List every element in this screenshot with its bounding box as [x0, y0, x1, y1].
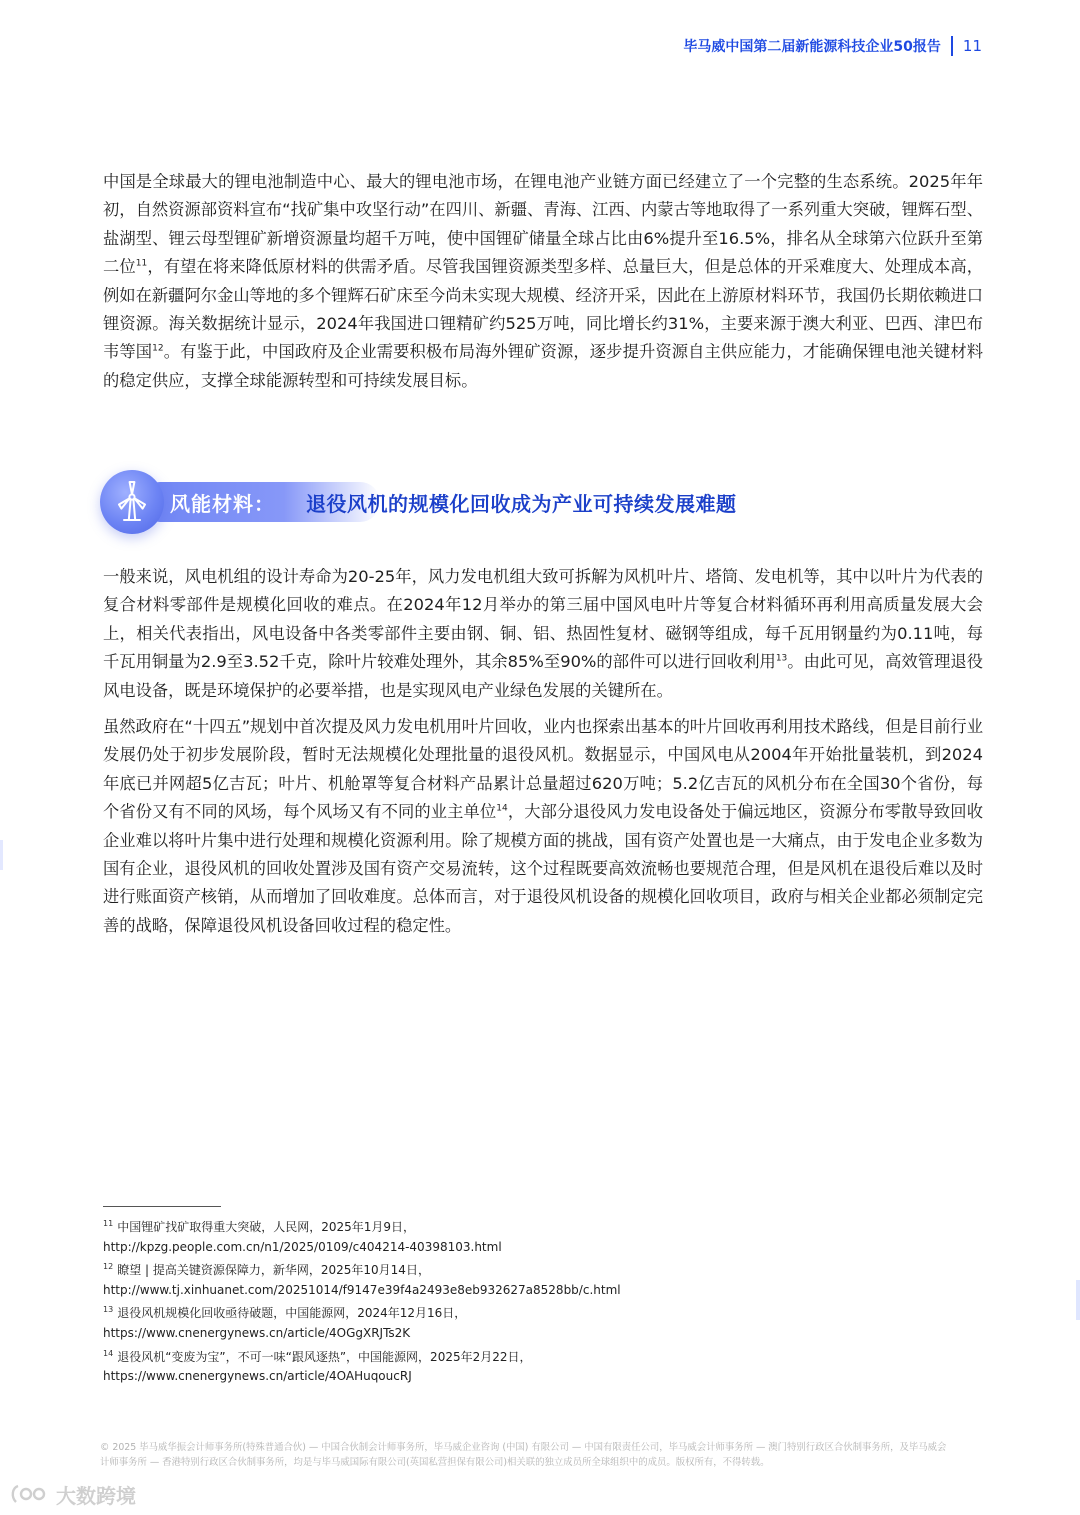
footnote-ref[interactable]: 14 — [496, 803, 508, 814]
section-title: 退役风机的规模化回收成为产业可持续发展难题 — [306, 492, 737, 516]
brand-logo-icon — [8, 1482, 50, 1508]
report-title: 毕马威中国第二届新能源科技企业50报告 — [683, 39, 941, 55]
footnote-item: $^{13}$ 退役风机规模化回收亟待破题，中国能源网，2024年12月16日， — [103, 1305, 467, 1321]
footnote-link[interactable]: http://www.tj.xinhuanet.com/20251014/f9147e39f4a2493e8eb932627a8528bb/c.html — [103, 1282, 621, 1297]
footnote-link[interactable]: http://kpzg.people.com.cn/n1/2025/0109/c404214-40398103.html — [103, 1239, 502, 1254]
copyright-notice: © 2025 毕马威华振会计师事务所(特殊普通合伙) — 中国合伙制会计师事务所，毕马威企业咨询 (中国) 有限公司 — 中国有限责任公司，毕马威会计师事务所 — 澳门特别行政区合伙制事务所，及毕马威会计师事务所 — 香港特别行政区合伙制事务所，均是与毕马威国际有限公司(英国私营担保有限公司)相关联的独立成员所全球组织中的成员。版权所有，不得转载。 — [100, 1442, 947, 1468]
body-paragraph-1: 一般来说，风电机组的设计寿命为20-25年，风力发电机组大致可拆解为风机叶片、塔筒、发电机等，其中以叶片为代表的复合材料零部件是规模化回收的难点。在2024年12月举办的第三届中国风电叶片等复合材料循环再利用高质量发展大会上，相关代表指出，风电设备中各类零部件主要由钢、铜、铝、热固性复材、磁钢等组成，每千瓦用钢量约为0.11吨，每千瓦用铜量为2.9至3.52千克，除叶片较难处理外，其余85%至90%的部件可以进行回收利用$^{13}$。由此可见，高效管理退役风电设备，既是环境保护的必要举措，也是实现风电产业绿色发展的关键所在。 — [103, 567, 983, 700]
edge-decoration — [0, 840, 3, 870]
footnote-ref[interactable]: 13 — [775, 653, 788, 664]
page-number: 11 — [962, 37, 982, 55]
watermark — [8, 1480, 136, 1509]
footnote-link[interactable]: https://www.cnenergynews.cn/article/4OAHuqoucRJ — [103, 1369, 412, 1384]
footnote-item: $^{12}$ 瞭望 | 提高关键资源保障力，新华网，2025年10月14日， — [103, 1262, 430, 1278]
header-divider — [951, 36, 953, 56]
watermark-text: 大数跨境 — [56, 1484, 136, 1508]
wind-turbine-icon — [100, 470, 164, 534]
edge-decoration — [1076, 1280, 1080, 1320]
footnote-link[interactable]: https://www.cnenergynews.cn/article/4OGgXRJTs2K — [103, 1325, 411, 1340]
footnotes — [103, 1214, 983, 1387]
body-paragraph-2: 虽然政府在“十四五”规划中首次提及风力发电机用叶片回收，业内也探索出基本的叶片回收再利用技术路线，但是目前行业发展仍处于初步发展阶段，暂时无法规模化处理批量的退役风机。数据显示，中国风电从2004年开始批量装机，到2024年底已并网超5亿吉瓦；叶片、机舱罩等复合材料产品累计总量超过620万吨；5.2亿吉瓦的风机分布在全国30个省份，每个省份又有不同的风场，每个风场又有不同的业主单位$^{14}$，大部分退役风力发电设备处于偏远地区，资源分布零散导致回收企业难以将叶片集中进行处理和规模化资源利用。除了规模方面的挑战，国有资产处置也是一大痛点，由于发电企业多数为国有企业，退役风机的回收处置涉及国有资产交易流转，这个过程既要高效流畅也要规范合理，但是风机在退役后难以及时进行账面资产核销，从而增加了回收难度。总体而言，对于退役风机设备的规模化回收项目，政府与相关企业都必须制定完善的战略，保障退役风机设备回收过程的稳定性。 — [103, 717, 983, 935]
footnote-ref[interactable]: 11 — [135, 258, 148, 269]
footnote-item: $^{11}$ 中国锂矿找矿取得重大突破，人民网，2025年1月9日， — [103, 1219, 415, 1234]
section-banner — [100, 470, 820, 534]
intro-paragraph: 中国是全球最大的锂电池制造中心、最大的锂电池市场，在锂电池产业链方面已经建立了一个完整的生态系统。2025年年初，自然资源部资料宣布“找矿集中攻坚行动”在四川、新疆、青海、江西、内蒙古等地取得了一系列重大突破，锂辉石型、盐湖型、锂云母型锂矿新增资源量均超千万吨，使中国锂矿储量全球占比由6%提升至16.5%，排名从全球第六位跃升至第二位$^{11}$，有望在将来降低原材料的供需矛盾。尽管我国锂资源类型多样、总量巨大，但是总体的开采难度大、处理成本高，例如在新疆阿尔金山等地的多个锂辉石矿床至今尚未实现大规模、经济开采，因此在上游原材料环节，我国仍长期依赖进口锂资源。海关数据统计显示，2024年我国进口锂精矿约525万吨，同比增长约31%，主要来源于澳大利亚、巴西、津巴布韦等国$^{12}$。有鉴于此，中国政府及企业需要积极布局海外锂矿资源，逐步提升资源自主供应能力，才能确保锂电池关键材料的稳定供应，支撑全球能源转型和可持续发展目标。 — [103, 172, 983, 390]
footnote-divider — [103, 1206, 221, 1207]
footnote-ref[interactable]: 12 — [152, 344, 164, 355]
footnote-item: $^{14}$ 退役风机“变废为宝”，不可一味“跟风逐热”，中国能源网，2025年2月22日， — [103, 1348, 532, 1364]
section-label: 风能材料： — [170, 492, 275, 516]
page-header — [683, 36, 982, 56]
